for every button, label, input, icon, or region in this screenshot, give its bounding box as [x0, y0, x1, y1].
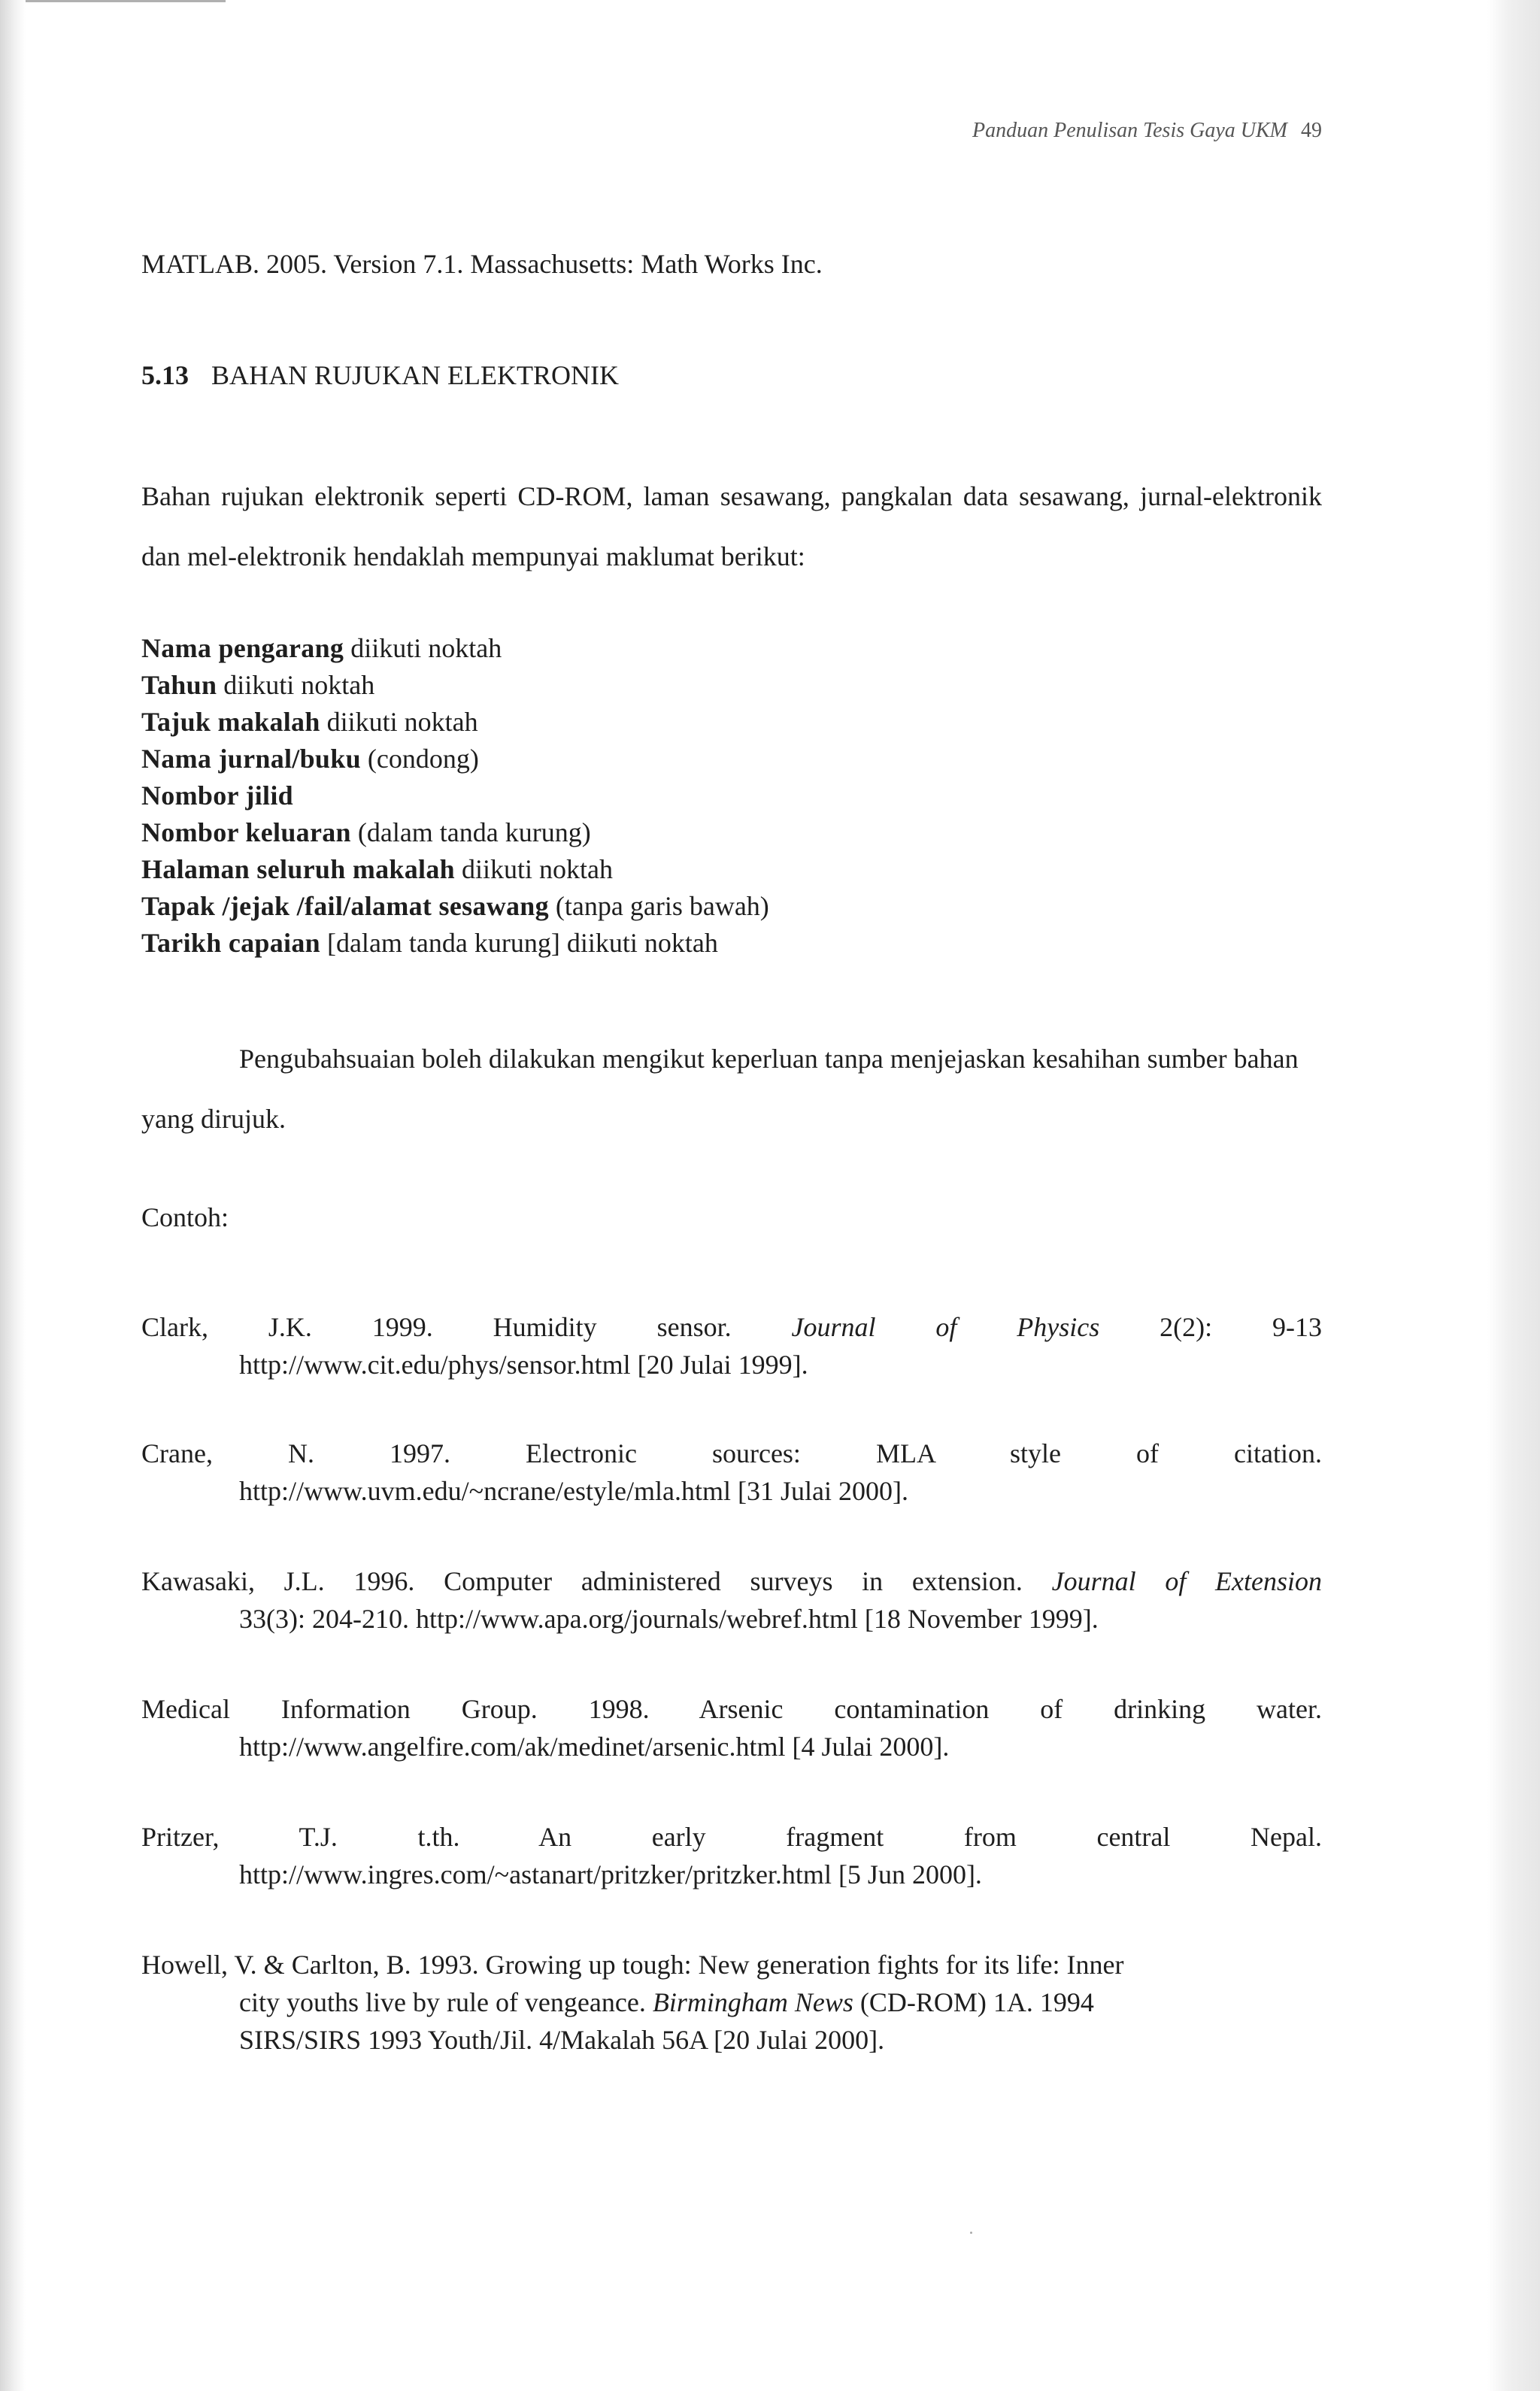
document-page [141, 0, 1322, 2391]
section-heading [141, 359, 619, 391]
adaptation-paragraph: Pengubahsuaian boleh dilakukan mengikut keperluan tanpa menjejaskan kesahihan sumber bahan yang dirujuk. [141, 1044, 1299, 1134]
reference-first-line: Clark, J.K. 1999. Humidity sensor. Journal of Physics 2(2): 9-13 [141, 1312, 1323, 1342]
list-item: Tarikh capaian [dalam tanda kurung] diikuti noktah [141, 928, 718, 958]
reference-url-line: http://www.uvm.edu/~ncrane/estyle/mla.html [31 Julai 2000]. [239, 1476, 908, 1506]
reference-url-line: http://www.angelfire.com/ak/medinet/arsenic.html [4 Julai 2000]. [239, 1732, 950, 1762]
reference-entry-pritzer [141, 1818, 1322, 1893]
list-item: Nama pengarang diikuti noktah [141, 633, 502, 663]
reference-url-line: http://www.ingres.com/~astanart/pritzker/pritzker.html [5 Jun 2000]. [239, 1859, 982, 1889]
reference-entry-howell [141, 1946, 1322, 2059]
running-header [972, 119, 1322, 143]
list-item: Nama jurnal/buku (condong) [141, 744, 479, 774]
section-number: 5.13 [141, 360, 189, 390]
scan-shadow-right [1487, 0, 1540, 2391]
list-item: Nombor keluaran (dalam tanda kurung) [141, 817, 591, 847]
list-item: Halaman seluruh makalah diikuti noktah [141, 854, 613, 884]
reference-first-line: Kawasaki, J.L. 1996. Computer administered surveys in extension. Journal of Extension [141, 1566, 1323, 1596]
reference-entry-clark [141, 1308, 1322, 1383]
reference-first-line: Howell, V. & Carlton, B. 1993. Growing up tough: New generation fights for its life: Inner [141, 1950, 1124, 1980]
reference-url-line: http://www.cit.edu/phys/sensor.html [20 Julai 1999]. [239, 1350, 808, 1380]
reference-entry-crane [141, 1435, 1322, 1510]
required-fields-list [141, 630, 769, 962]
reference-third-line: SIRS/SIRS 1993 Youth/Jil. 4/Makalah 56A [20 Julai 2000]. [239, 2025, 885, 2055]
list-item: Nombor jilid [141, 780, 293, 811]
reference-first-line: Pritzer, T.J. t.th. An early fragment from central Nepal. [141, 1822, 1322, 1852]
running-title: Panduan Penulisan Tesis Gaya UKM [972, 119, 1287, 142]
list-item: Tapak /jejak /fail/alamat sesawang (tanpa garis bawah) [141, 891, 769, 921]
reference-matlab: MATLAB. 2005. Version 7.1. Massachusetts: Math Works Inc. [141, 249, 823, 279]
intro-paragraph: Bahan rujukan elektronik seperti CD-ROM, laman sesawang, pangkalan data sesawang, jurnal-elektronik dan mel-elektronik hendaklah mempunyai maklumat berikut: [141, 481, 1322, 571]
reference-entry-kawasaki [141, 1562, 1322, 1638]
example-label: Contoh: [141, 1202, 229, 1232]
reference-entry-medical [141, 1690, 1322, 1765]
reference-first-line: Crane, N. 1997. Electronic sources: MLA style of citation. [141, 1438, 1322, 1468]
reference-url-line: 33(3): 204-210. http://www.apa.org/journals/webref.html [18 November 1999]. [239, 1604, 1099, 1634]
list-item: Tajuk makalah diikuti noktah [141, 707, 478, 737]
scan-shadow-left [0, 0, 26, 2391]
scan-speck [970, 2232, 972, 2234]
page-number: 49 [1301, 119, 1322, 142]
reference-second-line: city youths live by rule of vengeance. Birmingham News (CD-ROM) 1A. 1994 [239, 1987, 1094, 2017]
reference-first-line: Medical Information Group. 1998. Arsenic contamination of drinking water. [141, 1694, 1322, 1724]
list-item: Tahun diikuti noktah [141, 670, 375, 700]
section-title: BAHAN RUJUKAN ELEKTRONIK [211, 360, 619, 390]
